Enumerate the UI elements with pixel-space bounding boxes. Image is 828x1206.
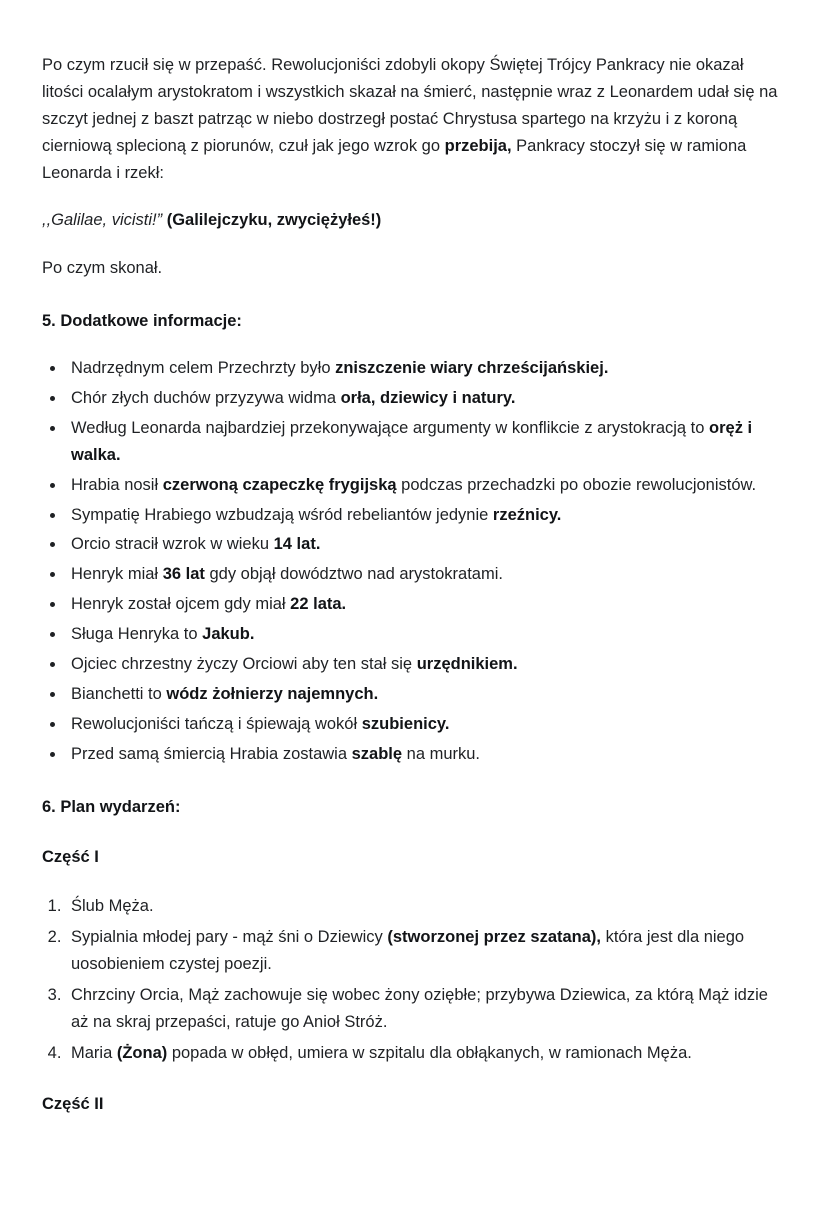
document-page: [42, 52, 786, 1118]
plain-text: Po czym skonał.: [42, 259, 163, 278]
bold-text: oręż i walka.: [71, 418, 753, 464]
section-heading-event-plan: 6. Plan wydarzeń:: [42, 797, 181, 816]
bold-text: Jakub.: [202, 625, 255, 644]
plain-text: Bianchetti to: [71, 684, 167, 703]
list-item: [66, 982, 786, 1036]
plain-text: Po czym rzucił się w przepaść. Rewolucjoniści zdobyli okopy Świętej Trójcy Pankracy nie okazał litości ocalałym arystokratom i wszystkich skazał na śmierć, następnie wraz z Leonardem udał się na szczyt jednej z baszt patrząc w niebo dostrzegł postać Chrystusa spartego na krzyżu i z koroną cierniową splecioną z piorunów, czuł jak jego wzrok go: [42, 56, 778, 155]
plain-text: Rewolucjoniści tańczą i śpiewają wokół: [71, 714, 362, 733]
bold-text: (Galilejczyku, zwyciężyłeś!): [166, 211, 382, 230]
section-heading-additional-info: 5. Dodatkowe informacje:: [42, 312, 242, 331]
list-item: [66, 415, 786, 469]
plain-text: Ojciec chrzestny życzy Orciowi aby ten stał się: [71, 655, 417, 674]
plain-text: Henryk miał: [71, 565, 163, 584]
bold-text: czerwoną czapeczkę frygijską: [162, 475, 397, 494]
bold-text: (Żona): [116, 1043, 168, 1062]
list-item: [66, 621, 786, 648]
plain-text: Ślub Męża.: [71, 897, 154, 916]
plain-text: Henryk został ojcem gdy miał: [71, 595, 291, 614]
plain-text: na murku.: [402, 744, 481, 763]
list-item: [66, 385, 786, 412]
plain-text: Pankracy stoczył się w ramiona Leonarda i rzekł:: [42, 136, 747, 182]
list-item: [66, 561, 786, 588]
plain-text: popada w obłęd, umiera w szpitalu dla obłąkanych, w ramionach Męża.: [167, 1043, 692, 1062]
plain-text: Chór złych duchów przyzywa widma: [71, 389, 341, 408]
list-item: [66, 1040, 786, 1067]
list-item: [66, 502, 786, 529]
plain-text: Przed samą śmiercią Hrabia zostawia: [71, 744, 352, 763]
bold-text: (stworzonej przez szatana),: [387, 928, 601, 947]
part-two-heading: Część II: [42, 1094, 104, 1113]
list-item: [66, 651, 786, 678]
bold-text: wódz żołnierzy najemnych.: [166, 684, 379, 703]
plain-text: Chrzciny Orcia, Mąż zachowuje się wobec żony oziębłe; przybywa Dziewica, za którą Mąż idzie aż na skraj przepaści, ratuje go Anioł Stróż.: [71, 986, 768, 1031]
part-one-heading: Część I: [42, 848, 99, 867]
additional-info-list: [42, 355, 786, 767]
list-item: [66, 355, 786, 382]
list-item: [66, 531, 786, 558]
paragraph-death: [42, 255, 786, 282]
paragraph-latin-quote: [42, 207, 786, 234]
bold-text: urzędnikiem.: [416, 655, 518, 674]
bold-text: orła, dziewicy i natury.: [340, 389, 516, 408]
bold-text: 14 lat.: [273, 535, 321, 554]
plain-text: Sympatię Hrabiego wzbudzają wśród rebeliantów jedynie: [71, 505, 493, 524]
plain-text: Według Leonarda najbardziej przekonywające argumenty w konflikcie z arystokracją to: [71, 418, 710, 437]
plain-text: Nadrzędnym celem Przechrzty było: [71, 359, 336, 378]
list-item: [66, 711, 786, 738]
paragraph-pankracy-finale: [42, 52, 786, 186]
list-item: [66, 924, 786, 978]
list-item: [66, 681, 786, 708]
list-item: [66, 472, 786, 499]
plain-text: która jest dla niego uosobieniem czystej poezji.: [71, 928, 745, 974]
plain-text: podczas przechadzki po obozie rewolucjonistów.: [396, 475, 757, 494]
list-item: [66, 741, 786, 768]
bold-text: szubienicy.: [361, 714, 450, 733]
list-item: [66, 893, 786, 920]
part-one-events-list: [42, 893, 786, 1066]
bold-text: 22 lata.: [290, 595, 347, 614]
plain-text: Sypialnia młodej pary - mąż śni o Dziewicy: [71, 928, 388, 947]
plain-text: gdy objął dowództwo nad arystokratami.: [204, 565, 503, 584]
bold-text: rzeźnicy.: [492, 505, 562, 524]
bold-text: zniszczenie wiary chrześcijańskiej.: [335, 359, 609, 378]
plain-text: Hrabia nosił: [71, 475, 163, 494]
plain-text: Orcio stracił wzrok w wieku: [71, 535, 274, 554]
plain-text: Maria: [71, 1043, 117, 1062]
list-item: [66, 591, 786, 618]
italic-text: ,,Galilae, vicisti!”: [42, 211, 163, 230]
bold-text: 36 lat: [162, 565, 205, 584]
bold-text: przebija,: [444, 136, 512, 155]
bold-text: szablę: [351, 744, 403, 763]
plain-text: Sługa Henryka to: [71, 625, 203, 644]
